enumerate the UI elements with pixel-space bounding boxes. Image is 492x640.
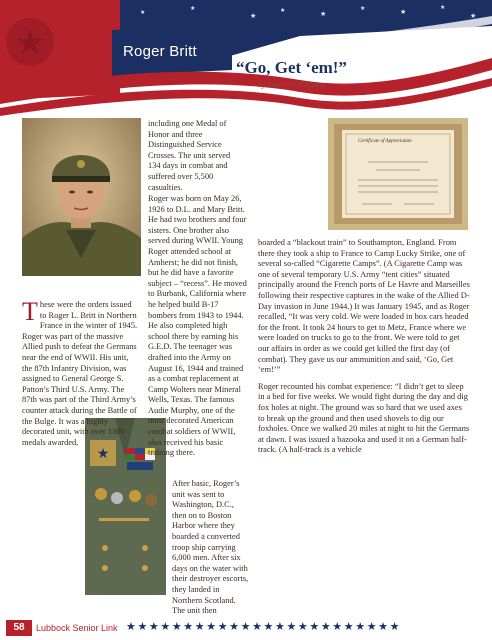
column-right-text xyxy=(258,238,470,462)
publication-name: Lubbock Senior Link xyxy=(36,623,118,633)
svg-text:★: ★ xyxy=(360,5,366,12)
svg-text:★: ★ xyxy=(96,446,110,462)
svg-text:★: ★ xyxy=(440,4,446,11)
text-combat-experience: Roger recounted his combat experience: “I didn’t get to sleep in a bed for five weeks. We would fight during the day and dig fox holes at night. The ground was so hard that we used axes to break up the ground and then used shovels to dig our foxholes. Once we walked 20 miles at night to hit the Germans at dawn. I was issued a bazooka and used it on a German half-track. (A half-track is a vehicle xyxy=(258,381,470,455)
drop-cap: T xyxy=(22,297,38,326)
column-middle-lower xyxy=(172,479,249,623)
text-medals-summary: including one Medal of Honor and three Distinguished Service Crosses. The unit served 134 days in combat and suffered over 5,500 casualties. xyxy=(148,119,231,192)
footer-stars: ★★★★★★★★★★★★★★★★★★★★★★★★ xyxy=(126,620,402,633)
svg-text:★: ★ xyxy=(400,8,407,16)
page-number: 58 xyxy=(6,620,32,636)
svg-text:★: ★ xyxy=(250,12,257,20)
svg-text:★: ★ xyxy=(190,5,196,12)
certificate-heading: Certificate of Appreciation xyxy=(358,139,412,144)
portrait-photo xyxy=(22,118,141,276)
certificate-photo xyxy=(328,118,468,230)
text-intro xyxy=(22,297,140,448)
svg-text:★: ★ xyxy=(140,9,146,16)
column-left xyxy=(22,297,140,454)
svg-text:★: ★ xyxy=(14,23,46,63)
svg-text:★: ★ xyxy=(470,12,477,20)
text-deployment: After basic, Roger’s unit was sent to Washington, D.C., then on to Boston Harbor where they boarded a converted troop ship carrying 6,000 men. After six days on the water with their destroyer escorts, they landed in Northern Scotland. The unit then xyxy=(172,479,249,616)
byline: by Larry A. Williams xyxy=(258,80,325,89)
column-middle xyxy=(148,194,249,465)
svg-text:★: ★ xyxy=(320,10,327,18)
article-title: “Go, Get ‘em!” xyxy=(236,58,347,77)
text-intro-body: hese were the orders issued to Roger L. Britt in Northern France in the winter of 1945. Roger was part of the massive Allied push to defeat the Germans near the end of WWII. His unit, the 87th Infantry Division, was assigned to General George S. Patton’s Third U.S. Army. The 87th was part of the Third Army’s counter attack during the Battle of the Bulge. It was a highly decorated unit, with over 1300 medals awarded, xyxy=(22,300,138,447)
text-france-arrival: boarded a “blackout train” to Southampton, England. From there they took a ship to France to Camp Lucky Strike, one of several so-called “Cigarette Camps”. (A Cigarette Camp was one of several temporary U.S. Army “tent cities” situated principally around the French ports of Le Havre and Marseilles following their respective captures in the wake of the Allied D-Day invasion in June 1944.) It was January 1945, and as Roger recalled, “It was very cold. We were loaded in box cars headed for the front. It took 24 hours to get to Metz, France where we were loaded on trucks to go to the front. We were told to get our affairs in order as we could get killed the first day (of combat). They gave us our ammunition and said, ‘Go, Get ‘em!’” xyxy=(258,238,470,375)
column-middle-top xyxy=(148,119,238,199)
section-title: Roger Britt xyxy=(123,43,197,60)
svg-text:★: ★ xyxy=(280,7,286,14)
text-biography: Roger was born on May 26, 1926 to D.L. and Mary Britt. He had two brothers and four sisters. One brother also served during WWII. Young Roger attended school at Amherst; he did not finish, but he did have a favorite subject – “recess”. He moved to Burbank, California where he helped build B-17 bombers from 1943 to 1944. He also completed high school there by earning his G.E.D. The teenager was drafted into the Army on August 16, 1944 and trained as a combat replacement at Camp Wolters near Mineral Wells, Texas. The famous Audie Murphy, one of the most decorated American combat soldiers of WWII, also received his basic training there. xyxy=(148,194,247,458)
